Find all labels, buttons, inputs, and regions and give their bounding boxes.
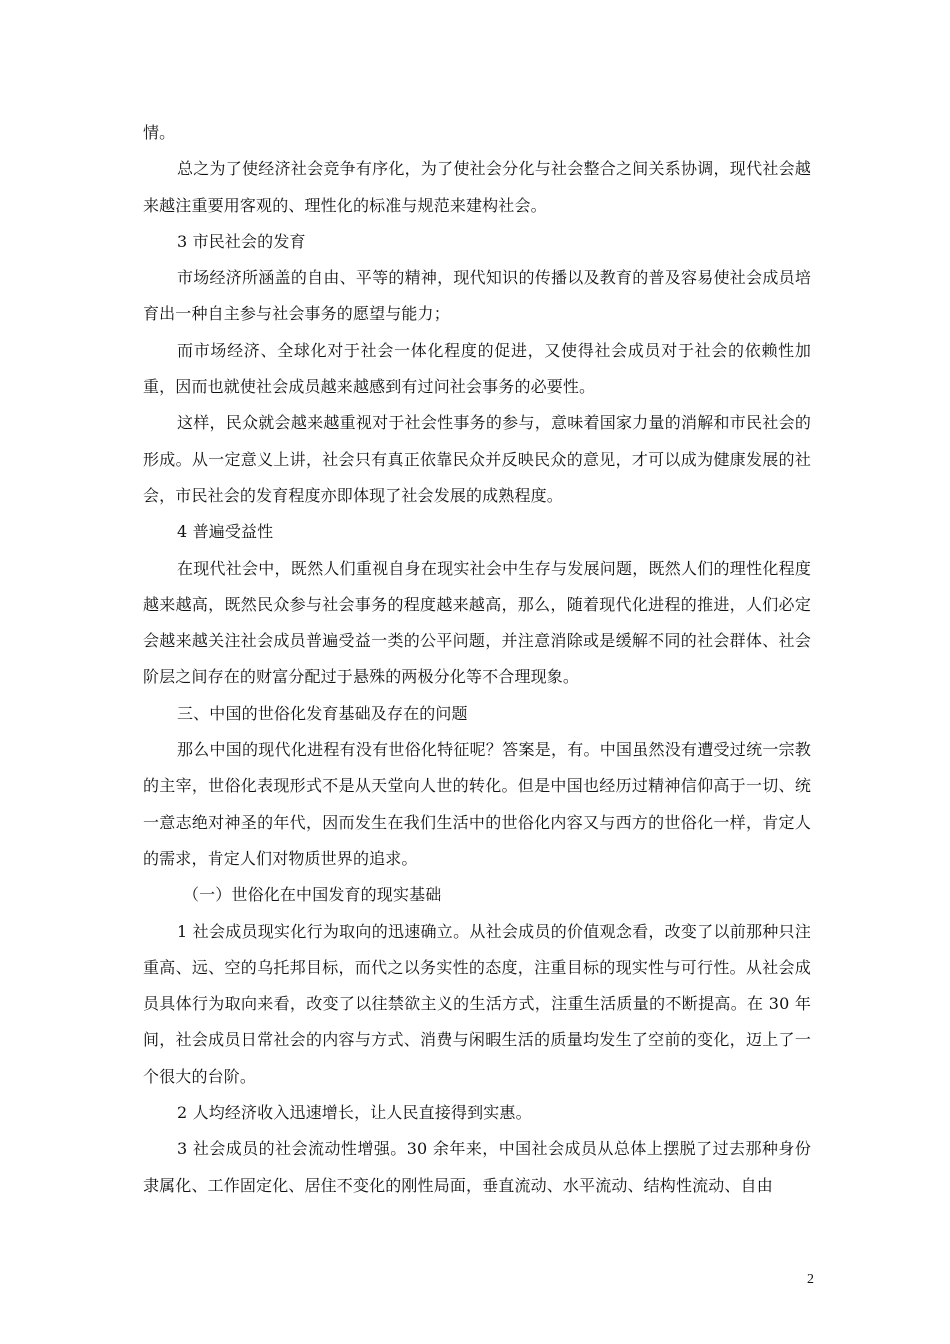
paragraph: 总之为了使经济社会竞争有序化，为了使社会分化与社会整合之间关系协调，现代社会越来越注重要用客观的、理性化的标准与规范来建构社会。 [143, 159, 811, 215]
body-text [143, 115, 811, 1204]
paragraph: 1 社会成员现实化行为取向的迅速确立。从社会成员的价值观念看，改变了以前那种只注重高、远、空的乌托邦目标，而代之以务实性的态度，注重目标的现实性与可行性。从社会成员具体行为取向来看，改变了以往禁欲主义的生活方式，注重生活质量的不断提高。在 30 年间，社会成员日常社会的内容与方式、消费与闲暇生活的质量均发生了空前的变化，迈上了一个很大的台阶。 [143, 921, 811, 1086]
paragraph: 在现代社会中，既然人们重视自身在现实社会中生存与发展问题，既然人们的理性化程度越来越高，既然民众参与社会事务的程度越来越高，那么，随着现代化进程的推进，人们必定会越来越关注社会成员普遍受益一类的公平问题，并注意消除或是缓解不同的社会群体、社会阶层之间存在的财富分配过于悬殊的两极分化等不合理现象。 [143, 558, 811, 687]
paragraph-continuation: 情。 [143, 123, 176, 142]
paragraph: 这样，民众就会越来越重视对于社会性事务的参与，意味着国家力量的消解和市民社会的形成。从一定意义上讲，社会只有真正依靠民众并反映民众的意见，才可以成为健康发展的社会，市民社会的发育程度亦即体现了社会发展的成熟程度。 [143, 413, 811, 505]
page-number: 2 [807, 1272, 814, 1287]
section-heading: 3 市民社会的发育 [177, 231, 306, 251]
subsection-heading: （一）世俗化在中国发育的现实基础 [183, 885, 442, 905]
paragraph: 2 人均经济收入迅速增长，让人民直接得到实惠。 [177, 1103, 532, 1123]
paragraph: 而市场经济、全球化对于社会一体化程度的促进，又使得社会成员对于社会的依赖性加重，因而也就使社会成员越来越感到有过问社会事务的必要性。 [143, 340, 811, 397]
paragraph: 那么中国的现代化进程有没有世俗化特征呢？答案是，有。中国虽然没有遭受过统一宗教的主宰，世俗化表现形式不是从天堂向人世的转化。但是中国也经历过精神信仰高于一切、统一意志绝对神圣的年代，因而发生在我们生活中的世俗化内容又与西方的世俗化一样，肯定人的需求，肯定人们对物质世界的追求。 [143, 740, 811, 868]
section-heading: 4 普遍受益性 [177, 522, 274, 542]
chapter-heading: 三、中国的世俗化发育基础及存在的问题 [177, 703, 468, 723]
paragraph: 3 社会成员的社会流动性增强。30 余年来，中国社会成员从总体上摆脱了过去那种身份隶属化、工作固定化、居住不变化的刚性局面，垂直流动、水平流动、结构性流动、自由 [143, 1139, 811, 1195]
paragraph: 市场经济所涵盖的自由、平等的精神，现代知识的传播以及教育的普及容易使社会成员培育出一种自主参与社会事务的愿望与能力； [143, 268, 811, 324]
